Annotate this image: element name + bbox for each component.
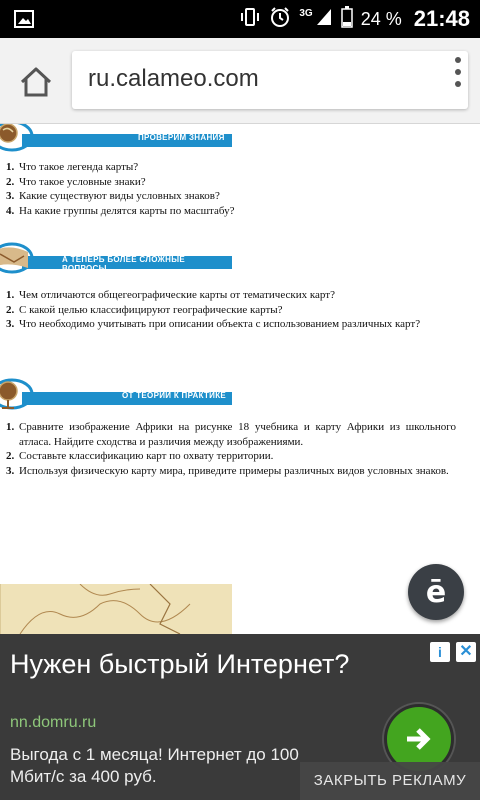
question-item <box>6 204 456 219</box>
question-item <box>6 464 456 479</box>
question-number: 1. <box>6 289 15 301</box>
question-text: Что необходимо учитывать при описании объекта с использованием различных карт? <box>19 318 421 330</box>
calameo-fab-button[interactable]: ē <box>408 564 464 620</box>
globe-emblem-icon <box>0 124 40 158</box>
alarm-icon <box>269 6 291 33</box>
question-number: 1. <box>6 421 15 433</box>
question-item <box>6 317 456 332</box>
ad-banner[interactable] <box>0 634 480 800</box>
question-list <box>6 420 456 478</box>
clock: 21:48 <box>413 6 470 31</box>
question-item <box>6 288 456 303</box>
question-item <box>6 449 456 464</box>
question-item <box>6 189 456 204</box>
battery-percent: 24 % <box>360 8 402 29</box>
status-bar <box>0 0 480 38</box>
section-title: А ТЕПЕРЬ БОЛЕЕ СЛОЖНЫЕ ВОПРОСЫ <box>62 255 185 273</box>
question-text: На какие группы делятся карты по масштабу? <box>19 204 235 217</box>
question-item <box>6 175 456 190</box>
signal-icon <box>315 7 333 32</box>
ad-headline[interactable]: Нужен быстрый Интернет? <box>10 649 350 679</box>
overflow-menu-icon[interactable] <box>452 52 464 84</box>
question-text: С какой целью классифицируют географические карты? <box>19 303 283 316</box>
question-item <box>6 303 456 318</box>
question-text: Составьте классификацию карт по охвату территории. <box>19 450 274 462</box>
question-number: 2. <box>6 303 15 316</box>
section-banner <box>0 246 232 286</box>
ad-description[interactable]: Выгода с 1 месяца! Интернет до 100 Мбит/с за 400 руб. <box>10 745 299 786</box>
section-title: ОТ ТЕОРИИ К ПРАКТИКЕ <box>122 391 227 400</box>
question-number: 2. <box>6 450 15 462</box>
question-text: Что такое легенда карты? <box>19 161 139 173</box>
question-text: Какие существуют виды условных знаков? <box>19 190 220 202</box>
question-number: 3. <box>6 190 15 202</box>
url-text: ru.calameo.com <box>88 65 259 92</box>
question-text: Используя физическую карту мира, приведите примеры различных видов условных знаков. <box>19 464 449 477</box>
question-text: Чем отличаются общегеографические карты от тематических карт? <box>19 289 335 301</box>
browser-toolbar <box>0 38 480 124</box>
battery-icon <box>341 6 353 33</box>
map-emblem-icon <box>0 242 40 280</box>
question-item <box>6 160 456 175</box>
question-list <box>6 288 456 332</box>
arrow-right-icon <box>404 724 434 754</box>
home-icon[interactable] <box>16 62 56 102</box>
network-type: 3G <box>299 7 313 19</box>
question-text: Сравните изображение Африки на рисунке 18 учебника и карту Африки из школьного атласа. Найдите сходства и различия между изображениями. <box>19 421 456 448</box>
vibrate-icon <box>239 7 261 32</box>
map-image <box>0 584 232 634</box>
gallery-notification-icon <box>14 10 34 33</box>
globe-emblem-icon <box>0 378 40 416</box>
section-title: ПРОВЕРИМ ЗНАНИЯ <box>138 133 225 142</box>
section-banner <box>0 124 232 164</box>
question-text: Что такое условные знаки? <box>19 175 146 188</box>
question-item <box>6 420 456 449</box>
ad-domain[interactable]: nn.domru.ru <box>10 714 97 731</box>
section-banner <box>0 382 232 422</box>
question-number: 1. <box>6 161 15 173</box>
address-bar[interactable] <box>72 51 468 109</box>
ad-close-icon[interactable]: ✕ <box>456 642 476 662</box>
question-list <box>6 160 456 218</box>
close-ad-button[interactable]: ЗАКРЫТЬ РЕКЛАМУ <box>300 762 480 800</box>
question-number: 4. <box>6 204 15 217</box>
question-number: 3. <box>6 318 15 330</box>
question-number: 2. <box>6 175 15 188</box>
document-page[interactable] <box>0 124 480 634</box>
ad-info-icon[interactable]: i <box>430 642 450 662</box>
question-number: 3. <box>6 464 15 477</box>
